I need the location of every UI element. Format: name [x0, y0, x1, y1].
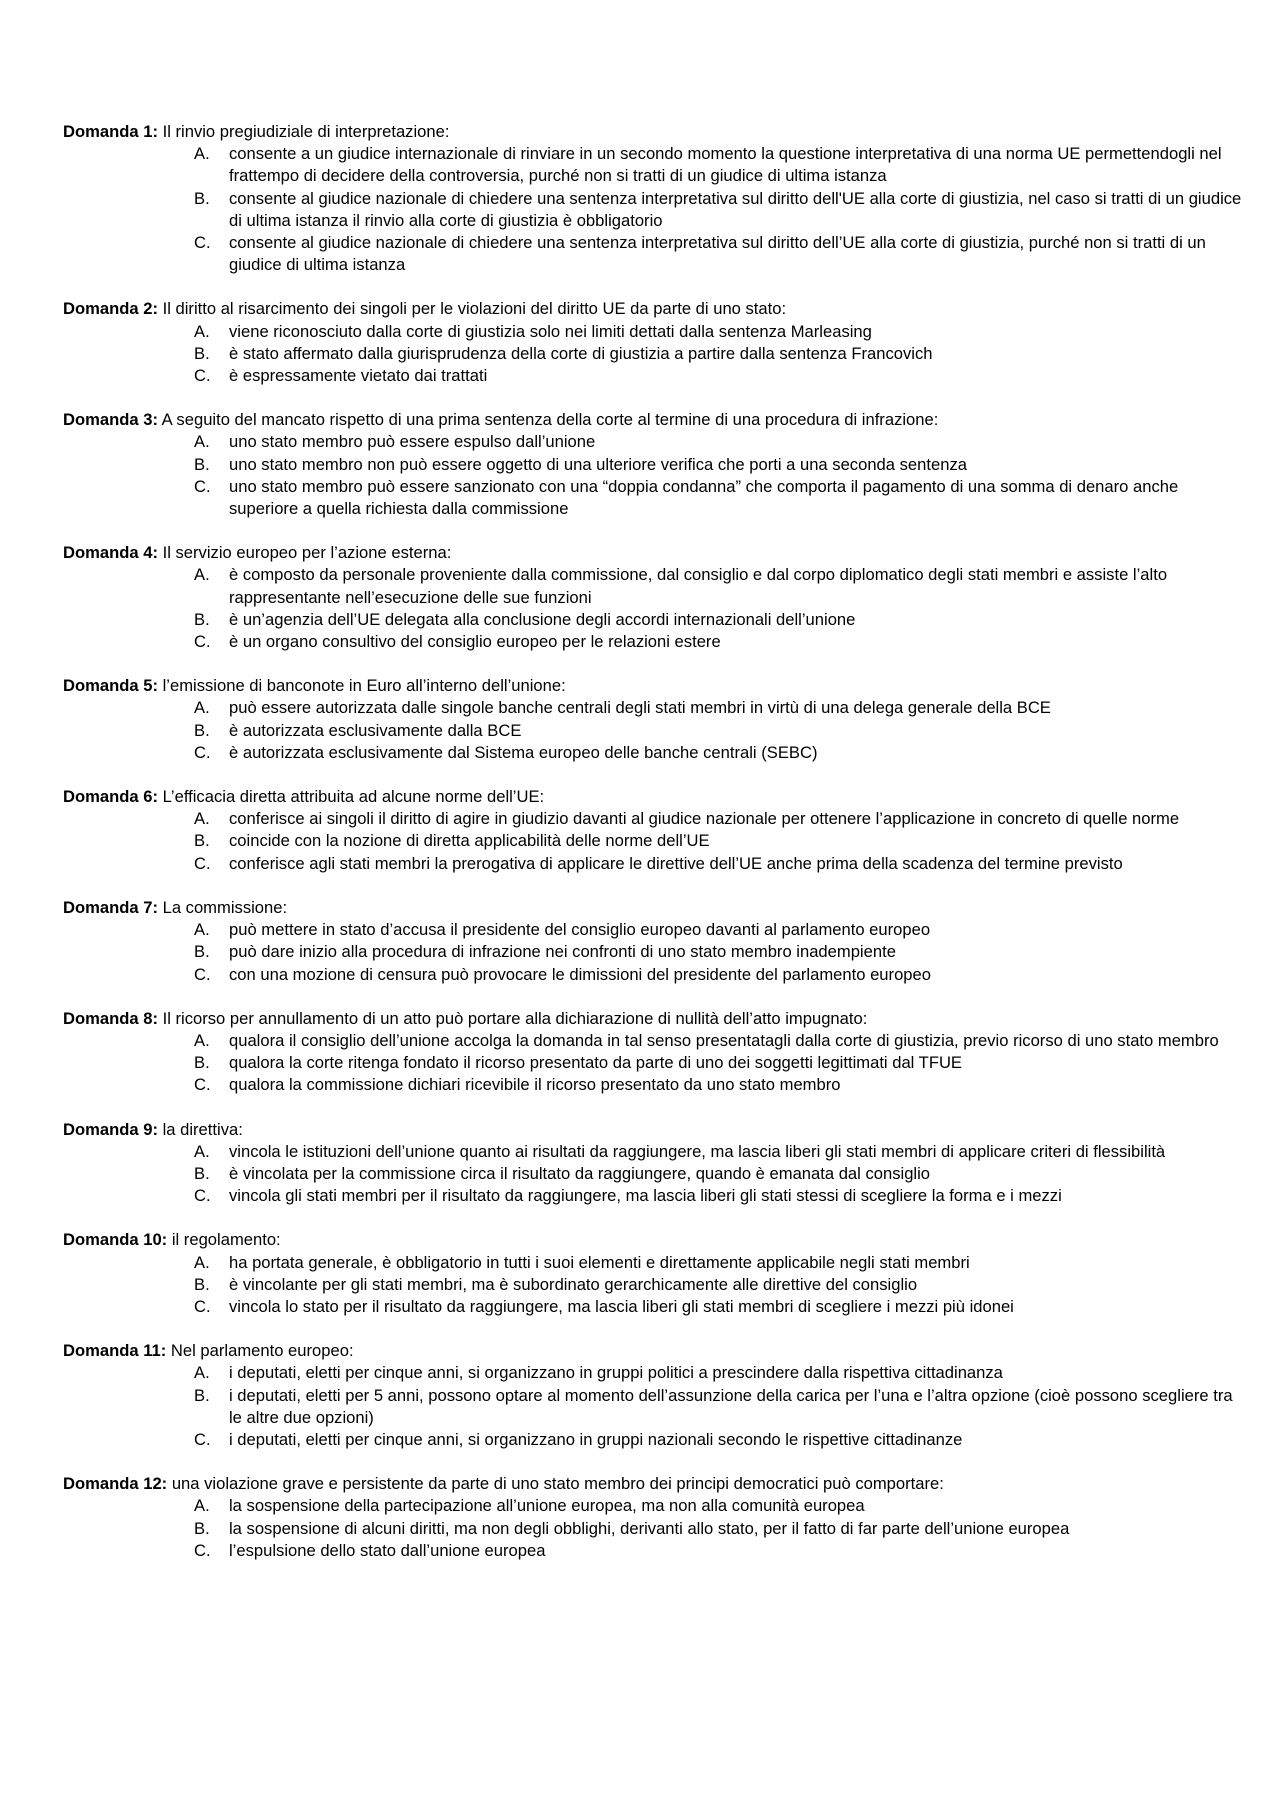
option-text: è composto da personale proveniente dalla commissione, dal consiglio e dal corpo diplomatico degli stati membri e assiste l’alto rappresentante nell’esecuzione delle sue funzioni: [229, 565, 1168, 607]
answer-option: [194, 1274, 1248, 1296]
answer-option: [194, 1141, 1248, 1163]
option-letter: B.: [194, 1163, 210, 1183]
option-text: coincide con la nozione di diretta applicabilità delle norme dell’UE: [229, 831, 710, 851]
answer-option: [194, 830, 1248, 852]
answer-option: [194, 631, 1248, 653]
question-line: [63, 1229, 1248, 1251]
answer-option: [194, 143, 1248, 187]
question-line: [63, 786, 1248, 808]
option-letter: C.: [194, 632, 211, 652]
answer-option: [194, 742, 1248, 764]
question-line: [63, 1008, 1248, 1030]
answer-option: [194, 188, 1248, 232]
answer-option: [194, 609, 1248, 631]
option-text: uno stato membro può essere espulso dall’unione: [229, 432, 596, 452]
answer-option: [194, 1296, 1248, 1318]
option-text: viene riconosciuto dalla corte di giustizia solo nei limiti dettati dalla sentenza Marleasing: [229, 321, 872, 341]
option-letter: A.: [194, 698, 210, 718]
option-letter: B.: [194, 720, 210, 740]
option-text: qualora la commissione dichiari ricevibile il ricorso presentato da uno stato membro: [229, 1075, 841, 1095]
option-letter: B.: [194, 1518, 210, 1538]
question-text: il regolamento:: [171, 1230, 281, 1250]
question-block: [63, 121, 1248, 276]
answer-option: [194, 564, 1248, 608]
option-text: è stato affermato dalla giurisprudenza della corte di giustizia a partire dalla sentenza Francovich: [229, 343, 933, 363]
answer-option: [194, 1540, 1248, 1562]
question-text: A seguito del mancato rispetto di una prima sentenza della corte al termine di una procedura di infrazione:: [161, 410, 939, 430]
answer-option: [194, 365, 1248, 387]
question-line: [63, 675, 1248, 697]
option-letter: A.: [194, 432, 210, 452]
question-label: Domanda 9:: [63, 1119, 158, 1139]
option-text: consente al giudice nazionale di chiedere una sentenza interpretativa sul diritto dell'UE alla corte di giustizia, nel caso si tratti di un giudice di ultima istanza il rinvio alla corte di giustizia è obbligatorio: [229, 188, 1242, 230]
question-block: [63, 1473, 1248, 1562]
question-label: Domanda 6:: [63, 787, 158, 807]
option-letter: C.: [194, 964, 211, 984]
question-text: Il diritto al risarcimento dei singoli per le violazioni del diritto UE da parte di uno stato:: [162, 299, 787, 319]
question-label: Domanda 3:: [63, 410, 158, 430]
answer-option: [194, 343, 1248, 365]
answer-options: [63, 919, 1248, 986]
option-text: l’espulsione dello stato dall’unione europea: [229, 1540, 546, 1560]
option-letter: A.: [194, 1030, 210, 1050]
question-text: l’emissione di banconote in Euro all’interno dell’unione:: [162, 676, 566, 696]
option-text: uno stato membro non può essere oggetto di una ulteriore verifica che porti a una seconda sentenza: [229, 454, 967, 474]
option-text: conferisce agli stati membri la prerogativa di applicare le direttive dell’UE anche prima della scadenza del termine previsto: [229, 853, 1123, 873]
answer-option: [194, 853, 1248, 875]
question-line: [63, 897, 1248, 919]
answer-option: [194, 1163, 1248, 1185]
option-text: vincola lo stato per il risultato da raggiungere, ma lascia liberi gli stati membri di scegliere i mezzi più idonei: [229, 1296, 1014, 1316]
option-letter: A.: [194, 1252, 210, 1272]
option-letter: A.: [194, 1496, 210, 1516]
option-letter: B.: [194, 343, 210, 363]
question-block: [63, 298, 1248, 387]
answer-options: [63, 1141, 1248, 1208]
question-line: [63, 121, 1248, 143]
question-block: [63, 897, 1248, 986]
answer-option: [194, 431, 1248, 453]
option-letter: A.: [194, 321, 210, 341]
question-text: La commissione:: [162, 897, 288, 917]
option-text: è un’agenzia dell’UE delegata alla conclusione degli accordi internazionali dell’unione: [229, 609, 856, 629]
question-block: [63, 786, 1248, 875]
option-letter: C.: [194, 853, 211, 873]
option-text: è autorizzata esclusivamente dal Sistema europeo delle banche centrali (SEBC): [229, 742, 818, 762]
answer-options: [63, 143, 1248, 276]
option-letter: B.: [194, 831, 210, 851]
option-text: è autorizzata esclusivamente dalla BCE: [229, 720, 522, 740]
question-label: Domanda 7:: [63, 897, 158, 917]
option-letter: B.: [194, 609, 210, 629]
question-line: [63, 298, 1248, 320]
answer-option: [194, 1385, 1248, 1429]
answer-option: [194, 808, 1248, 830]
option-letter: B.: [194, 1274, 210, 1294]
option-letter: B.: [194, 454, 210, 474]
question-label: Domanda 8:: [63, 1008, 158, 1028]
answer-options: [63, 431, 1248, 520]
option-text: la sospensione di alcuni diritti, ma non degli obblighi, derivanti allo stato, per il fatto di far parte dell’unione europea: [229, 1518, 1070, 1538]
option-letter: B.: [194, 1385, 210, 1405]
answer-options: [63, 1252, 1248, 1319]
option-letter: A.: [194, 920, 210, 940]
option-letter: C.: [194, 1186, 211, 1206]
question-label: Domanda 1:: [63, 122, 158, 141]
option-text: può mettere in stato d’accusa il presidente del consiglio europeo davanti al parlamento europeo: [229, 920, 931, 940]
option-letter: C.: [194, 366, 211, 386]
option-text: vincola le istituzioni dell’unione quanto ai risultati da raggiungere, ma lascia liberi gli stati membri di applicare criteri di flessibilità: [229, 1141, 1166, 1161]
answer-option: [194, 1495, 1248, 1517]
option-text: la sospensione della partecipazione all’unione europea, ma non alla comunità europea: [229, 1496, 865, 1516]
option-text: ha portata generale, è obbligatorio in tutti i suoi elementi e direttamente applicabile negli stati membri: [229, 1252, 970, 1272]
answer-option: [194, 720, 1248, 742]
option-letter: C.: [194, 1075, 211, 1095]
option-text: i deputati, eletti per cinque anni, si organizzano in gruppi nazionali secondo le rispettive cittadinanze: [229, 1429, 963, 1449]
option-text: i deputati, eletti per cinque anni, si organizzano in gruppi politici a prescindere dalla rispettiva cittadinanza: [229, 1363, 1003, 1383]
option-text: consente al giudice nazionale di chiedere una sentenza interpretativa sul diritto dell’UE alla corte di giustizia, purché non si tratti di un giudice di ultima istanza: [229, 233, 1206, 275]
question-line: [63, 1119, 1248, 1141]
question-label: Domanda 5:: [63, 676, 158, 696]
question-block: [63, 409, 1248, 520]
question-text: Il rinvio pregiudiziale di interpretazione:: [162, 122, 450, 141]
option-text: con una mozione di censura può provocare le dimissioni del presidente del parlamento europeo: [229, 964, 931, 984]
answer-option: [194, 1030, 1248, 1052]
answer-options: [63, 1030, 1248, 1097]
option-letter: A.: [194, 1141, 210, 1161]
question-label: Domanda 4:: [63, 543, 158, 563]
option-letter: A.: [194, 144, 210, 164]
option-text: può dare inizio alla procedura di infrazione nei confronti di uno stato membro inadempiente: [229, 942, 896, 962]
question-block: [63, 1119, 1248, 1208]
question-block: [63, 1340, 1248, 1451]
question-block: [63, 1229, 1248, 1318]
answer-option: [194, 1362, 1248, 1384]
answer-option: [194, 232, 1248, 276]
option-text: uno stato membro può essere sanzionato con una “doppia condanna” che comporta il pagamento di una somma di denaro anche superiore a quella richiesta dalla commissione: [229, 476, 1179, 519]
option-text: è vincolata per la commissione circa il risultato da raggiungere, quando è emanata dal consiglio: [229, 1163, 931, 1183]
option-text: è vincolante per gli stati membri, ma è subordinato gerarchicamente alle direttive del consiglio: [229, 1274, 918, 1294]
answer-option: [194, 919, 1248, 941]
answer-options: [63, 808, 1248, 875]
answer-option: [194, 964, 1248, 986]
question-line: [63, 1340, 1248, 1362]
answer-option: [194, 321, 1248, 343]
question-label: Domanda 12:: [63, 1474, 168, 1494]
answer-option: [194, 1518, 1248, 1540]
option-letter: C.: [194, 742, 211, 762]
question-block: [63, 675, 1248, 764]
question-label: Domanda 11:: [63, 1341, 167, 1361]
question-text: la direttiva:: [162, 1119, 243, 1139]
answer-options: [63, 321, 1248, 388]
answer-option: [194, 1185, 1248, 1207]
option-letter: A.: [194, 809, 210, 829]
answer-options: [63, 564, 1248, 653]
option-letter: C.: [194, 1429, 211, 1449]
option-letter: C.: [194, 476, 211, 496]
question-line: [63, 542, 1248, 564]
option-letter: B.: [194, 1053, 210, 1073]
option-letter: B.: [194, 188, 210, 208]
option-letter: C.: [194, 233, 211, 253]
option-text: qualora la corte ritenga fondato il ricorso presentato da parte di uno dei soggetti legittimati dal TFUE: [229, 1053, 963, 1073]
question-block: [63, 1008, 1248, 1097]
option-letter: C.: [194, 1296, 211, 1316]
answer-option: [194, 454, 1248, 476]
option-letter: A.: [194, 1363, 210, 1383]
question-text: una violazione grave e persistente da parte di uno stato membro dei principi democratici può comportare:: [171, 1474, 944, 1494]
option-text: consente a un giudice internazionale di rinviare in un secondo momento la questione interpretativa di una norma UE permettendogli nel frattempo di decidere della controversia, purché non si tratti di un giudice di ultima istanza: [229, 144, 1222, 186]
answer-options: [63, 697, 1248, 764]
question-line: [63, 409, 1248, 431]
answer-option: [194, 941, 1248, 963]
answer-option: [194, 1252, 1248, 1274]
question-text: Il ricorso per annullamento di un atto può portare alla dichiarazione di nullità dell’atto impugnato:: [162, 1008, 868, 1028]
option-text: è un organo consultivo del consiglio europeo per le relazioni estere: [229, 632, 721, 652]
option-letter: C.: [194, 1540, 211, 1560]
question-text: L’efficacia diretta attribuita ad alcune norme dell’UE:: [162, 787, 545, 807]
answer-options: [63, 1495, 1248, 1562]
quiz-document: [63, 121, 1248, 1584]
option-text: conferisce ai singoli il diritto di agire in giudizio davanti al giudice nazionale per ottenere l’applicazione in concreto di quelle norme: [229, 809, 1180, 829]
option-text: vincola gli stati membri per il risultato da raggiungere, ma lascia liberi gli stati stessi di scegliere la forma e i mezzi: [229, 1186, 1062, 1206]
question-text: Il servizio europeo per l’azione esterna:: [162, 543, 452, 563]
question-label: Domanda 2:: [63, 299, 158, 319]
option-letter: B.: [194, 942, 210, 962]
option-text: i deputati, eletti per 5 anni, possono optare al momento dell’assunzione della carica per l’una e l’altra opzione (cioè possono scegliere tra le altre due opzioni): [229, 1385, 1233, 1427]
answer-option: [194, 697, 1248, 719]
question-line: [63, 1473, 1248, 1495]
answer-options: [63, 1362, 1248, 1451]
answer-option: [194, 1074, 1248, 1096]
option-text: può essere autorizzata dalle singole banche centrali degli stati membri in virtù di una delega generale della BCE: [229, 698, 1051, 718]
answer-option: [194, 1429, 1248, 1451]
option-text: è espressamente vietato dai trattati: [229, 366, 488, 386]
option-text: qualora il consiglio dell’unione accolga la domanda in tal senso presentatagli dalla corte di giustizia, previo ricorso di uno stato membro: [229, 1030, 1219, 1050]
question-label: Domanda 10:: [63, 1230, 168, 1250]
option-letter: A.: [194, 565, 210, 585]
question-text: Nel parlamento europeo:: [170, 1341, 354, 1361]
answer-option: [194, 1052, 1248, 1074]
question-block: [63, 542, 1248, 653]
answer-option: [194, 476, 1248, 520]
